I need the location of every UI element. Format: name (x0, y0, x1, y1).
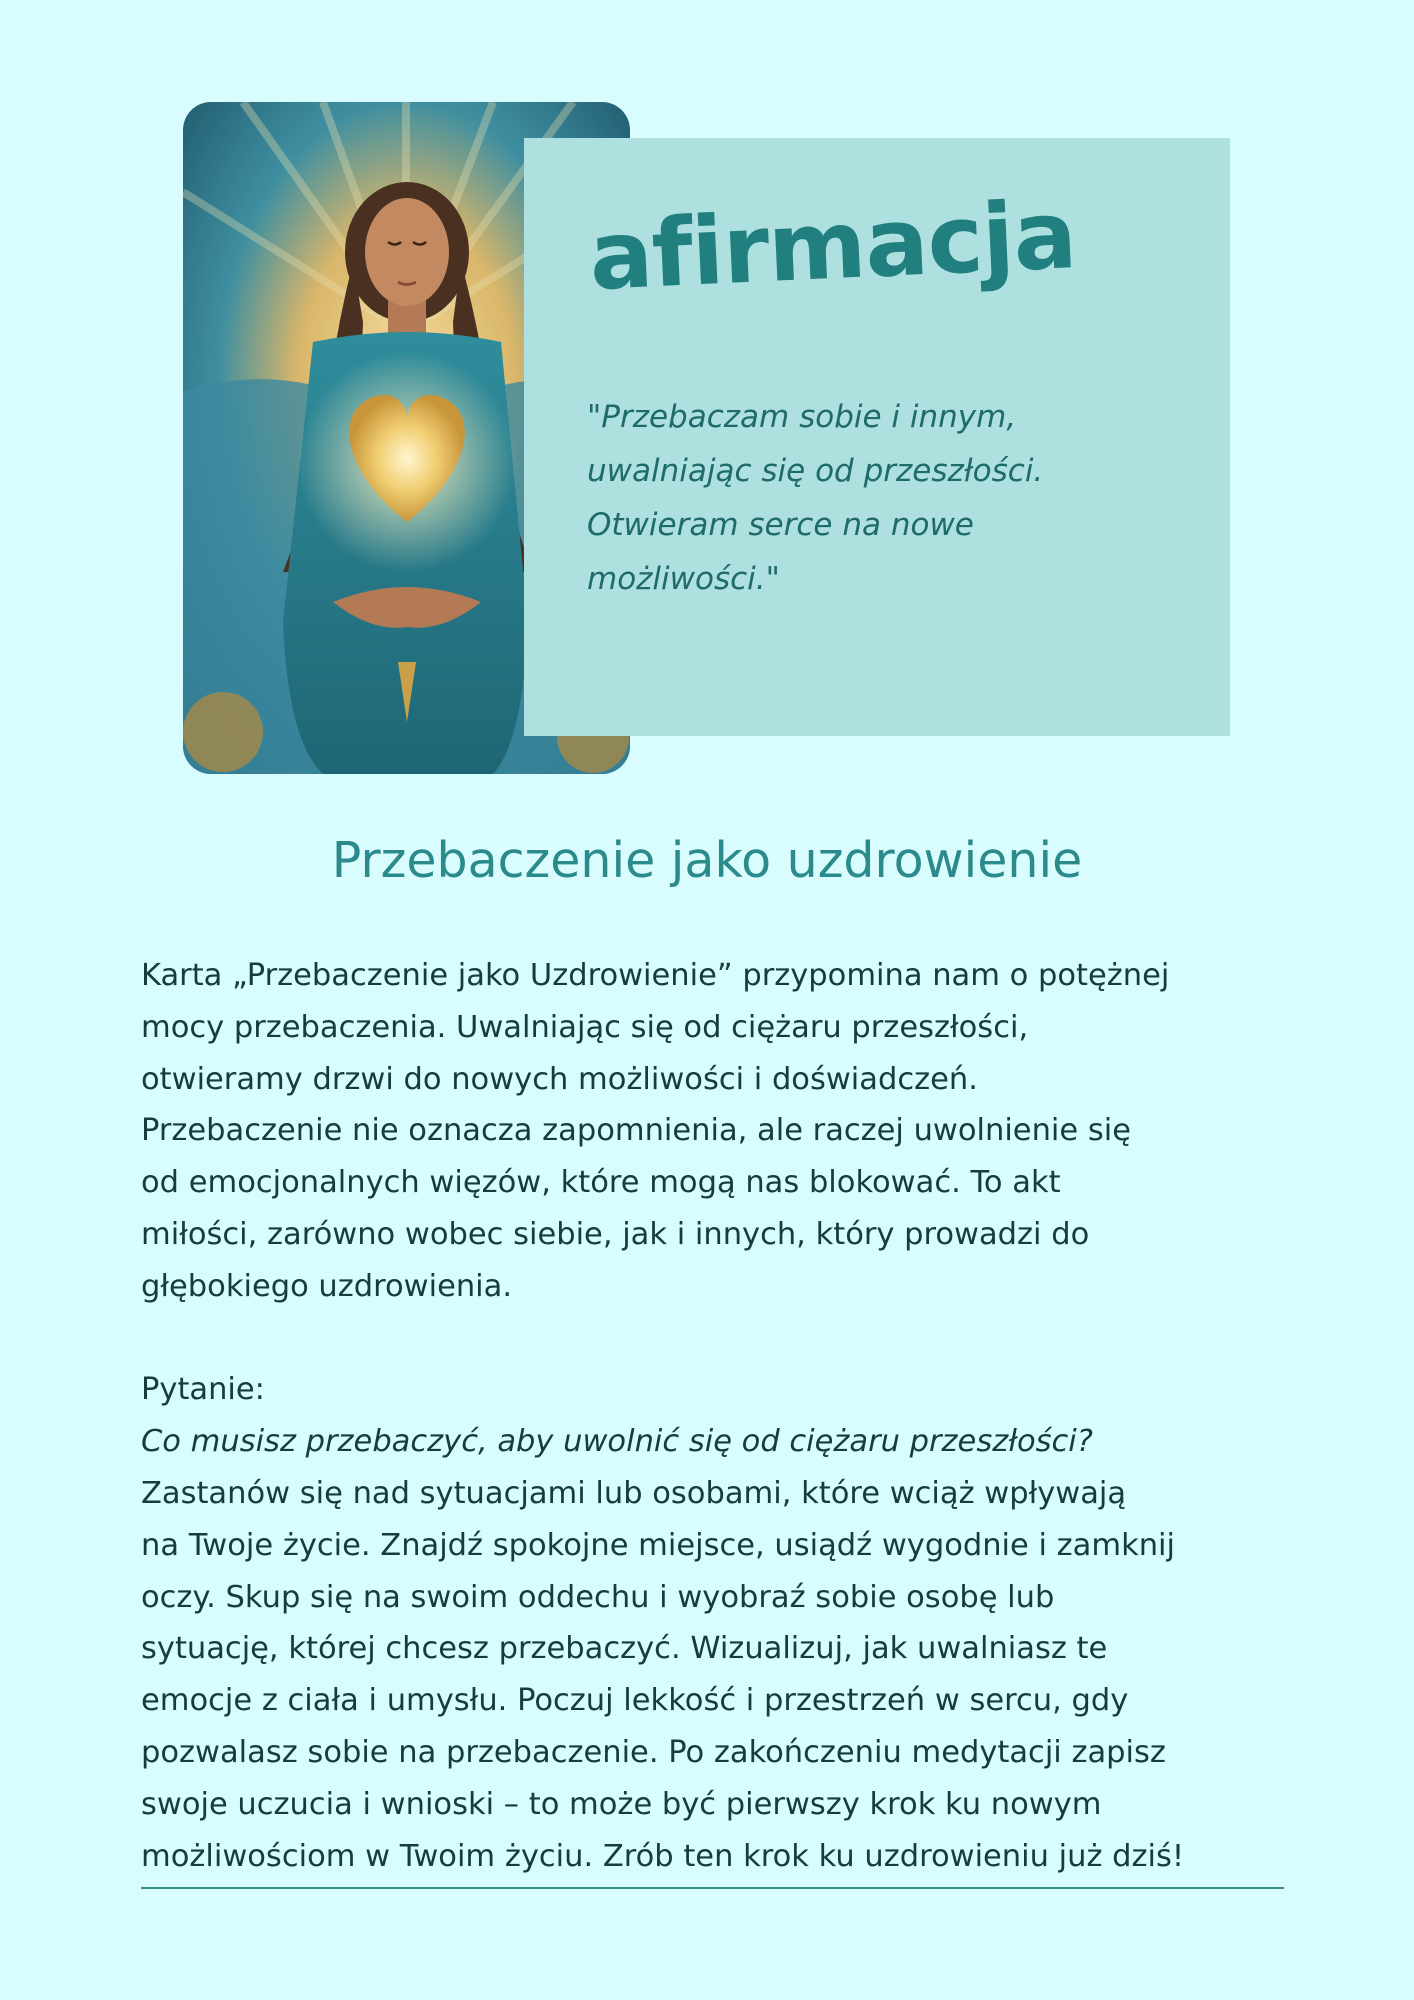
text-line: Przebaczenie nie oznacza zapomnienia, ale raczej uwolnienie się (141, 1113, 1131, 1149)
affirmation-box (524, 138, 1230, 736)
card-title: Przebaczenie jako uzdrowienie (331, 832, 1083, 889)
affirmation-quote-line: uwalniając się od przeszłości. (587, 453, 1044, 489)
text-line: sytuację, której chcesz przebaczyć. Wizualizuj, jak uwalniasz te (141, 1631, 1108, 1667)
affirmation-title: afirmacja (587, 181, 1079, 312)
text-line: swoje uczucia i wnioski – to może być pierwszy krok ku nowym (141, 1786, 1102, 1822)
text-line: miłości, zarówno wobec siebie, jak i innych, który prowadzi do (141, 1216, 1090, 1252)
text-line: otwieramy drzwi do nowych możliwości i doświadczeń. (141, 1061, 978, 1097)
question-text: Co musisz przebaczyć, aby uwolnić się od ciężaru przeszłości? (141, 1424, 1093, 1460)
card-description (141, 950, 1291, 1882)
affirmation-quote-line: Otwieram serce na nowe (587, 507, 974, 543)
affirmation-quote-line: "Przebaczam sobie i innym, (587, 399, 1017, 435)
paragraph-spacer (141, 1313, 1291, 1365)
text-line: na Twoje życie. Znajdź spokojne miejsce, usiądź wygodnie i zamknij (141, 1527, 1176, 1563)
text-line: pozwalasz sobie na przebaczenie. Po zakończeniu medytacji zapisz (141, 1734, 1166, 1770)
text-line: emocje z ciała i umysłu. Poczuj lekkość i przestrzeń w sercu, gdy (141, 1683, 1129, 1719)
paragraph-1 (141, 950, 1291, 1313)
text-line: od emocjonalnych więzów, które mogą nas blokować. To akt (141, 1165, 1061, 1201)
text-line: oczy. Skup się na swoim oddechu i wyobraź sobie osobę lub (141, 1579, 1055, 1615)
text-line: Zastanów się nad sytuacjami lub osobami, które wciąż wpływają (141, 1475, 1127, 1511)
text-line: Karta „Przebaczenie jako Uzdrowienie” przypomina nam o potężnej (141, 958, 1170, 993)
text-line: mocy przebaczenia. Uwalniając się od ciężaru przeszłości, (141, 1009, 1029, 1045)
question-label: Pytanie: (141, 1372, 265, 1408)
text-line: możliwościom w Twoim życiu. Zrób ten krok ku uzdrowieniu już dziś! (141, 1838, 1185, 1874)
affirmation-quote-line: możliwości." (587, 561, 780, 597)
bottom-divider (141, 1887, 1284, 1889)
paragraph-2 (141, 1468, 1291, 1882)
text-line: głębokiego uzdrowienia. (141, 1268, 513, 1304)
affirmation-quote (587, 390, 1207, 606)
